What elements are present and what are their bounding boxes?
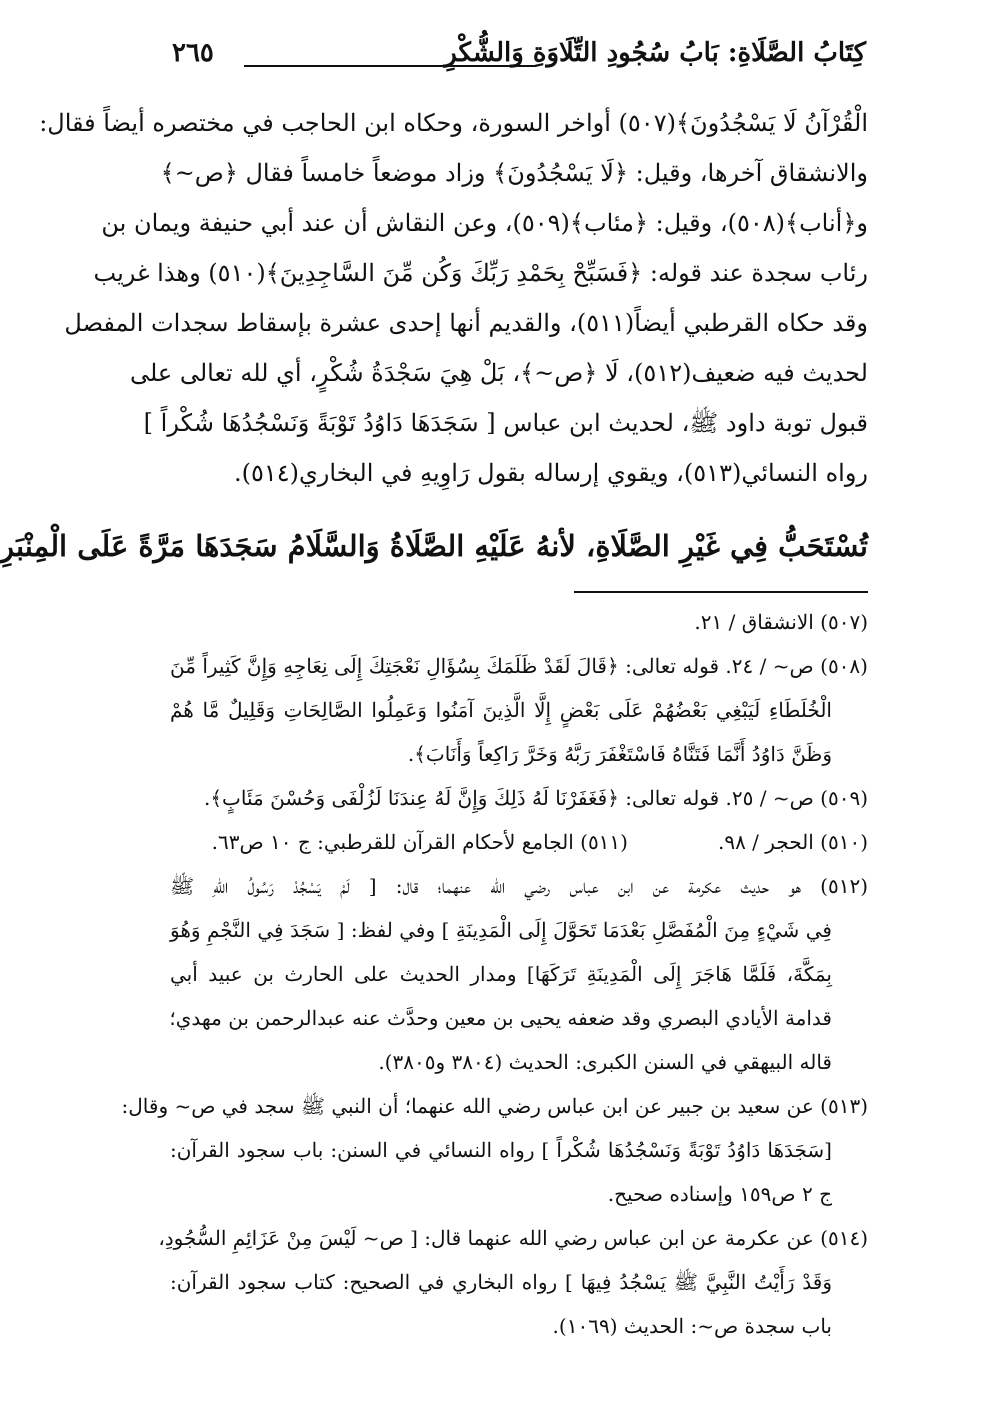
footnote-510-511-row xyxy=(170,820,868,864)
page-number: ٢٦٥ xyxy=(172,38,214,68)
footnotes xyxy=(121,600,868,1348)
body-line: لحديث فيه ضعيف(٥١٢)، لَا ﴿ص~﴾، بَلْ هِيَ سَجْدَةُ شُكْرٍ، أي لله تعالى على xyxy=(129,359,868,387)
header-rule xyxy=(244,65,536,67)
body-line: وقد حكاه القرطبي أيضاً(٥١١)، والقديم أنها إحدى عشرة بإسقاط سجدات المفصل xyxy=(64,309,868,337)
footnote-512-line: (٥١٢) هو حديث عكرمة عن ابن عباس رضي الله عنهما؛ قال: [ لَمْ يَسْجُدْ رَسُولُ اللهِ ﷺ xyxy=(170,874,868,898)
footnote-512-line: بِمَكَّةَ، فَلَمَّا هَاجَرَ إِلَى الْمَدِينَةِ تَرَكَهَا] ومدار الحديث على الحارث بن عبيد أبي xyxy=(170,962,832,986)
footnote-514-line: باب سجدة ص~: الحديث (١٠٦٩). xyxy=(552,1314,832,1338)
footnote-507: (٥٠٧) الانشقاق / ٢١. xyxy=(694,610,868,634)
body-line: رئاب سجدة عند قوله: ﴿فَسَبِّحْ بِحَمْدِ رَبِّكَ وَكُن مِّنَ السَّاجِدِينَ﴾(٥١٠) وهذا غريب xyxy=(93,259,868,287)
footnote-513-line: ج ٢ ص١٥٩ وإسناده صحيح. xyxy=(607,1182,832,1206)
footnote-512-line: فِي شَيْءٍ مِنَ الْمُفَصَّلِ بَعْدَمَا تَحَوَّلَ إِلَى الْمَدِينَةِ ] وفي لفظ: [ سَجَدَ فِي النَّجْمِ وَهُوَ xyxy=(170,918,832,942)
footnote-509: (٥٠٩) ص~ / ٢٥. قوله تعالى: ﴿فَغَفَرْنَا لَهُ ذَلِكَ وَإِنَّ لَهُ عِندَنَا لَزُلْفَى وَحُسْنَ مَئَابٍ﴾. xyxy=(203,786,868,810)
body-line: والانشقاق آخرها، وقيل: ﴿لَا يَسْجُدُونَ﴾ وزاد موضعاً خامساً فقال ﴿ص~﴾ xyxy=(160,159,868,187)
footnote-511: (٥١١) الجامع لأحكام القرآن للقرطبي: ج ١٠ ص٦٣. xyxy=(211,830,628,854)
footnote-508-line: الْخُلَطَاءِ لَيَبْغِي بَعْضُهُمْ عَلَى بَعْضٍ إِلَّا الَّذِينَ آمَنُوا وَعَمِلُوا الصَّالِحَاتِ وَقَلِيلٌ مَّا هُمْ xyxy=(170,698,832,722)
footnote-513-line: (٥١٣) عن سعيد بن جبير عن ابن عباس رضي الله عنهما؛ أن النبي ﷺ سجد في ص~ وقال: xyxy=(121,1094,868,1118)
chapter-title: كِتَابُ الصَّلَاةِ: بَابُ سُجُودِ التِّلَاوَةِ وَالشُّكْرِ xyxy=(444,38,866,68)
body-line: قبول توبة داود ﷺ، لحديث ابن عباس [ سَجَدَهَا دَاوُدُ تَوْبَةً وَنَسْجُدُهَا شُكْراً ] xyxy=(143,409,868,437)
footnote-508-line: (٥٠٨) ص~ / ٢٤. قوله تعالى: ﴿قَالَ لَقَدْ ظَلَمَكَ بِسُؤَالِ نَعْجَتِكَ إِلَى نِعَاجِهِ وَإِنَّ كَثِيراً مِّنَ xyxy=(170,654,868,678)
body-line: و﴿أناب﴾(٥٠٨)، وقيل: ﴿مئاب﴾(٥٠٩)، وعن النقاش أن عند أبي حنيفة ويمان بن xyxy=(101,209,868,237)
section-heading-line: تُسْتَحَبُّ فِي غَيْرِ الصَّلَاةِ، لأنهُ عَلَيْهِ الصَّلَاةُ وَالسَّلَامُ سَجَدَهَا مَرَّةً عَلَى الْمِنْبَرِ xyxy=(0,529,868,563)
body-line: الْقُرْآنُ لَا يَسْجُدُونَ﴾(٥٠٧) أواخر السورة، وحكاه ابن الحاجب في مختصره أيضاً فقال: xyxy=(39,109,868,137)
running-header xyxy=(172,38,866,78)
footnote-divider xyxy=(574,591,868,593)
footnote-510: (٥١٠) الحجر / ٩٨. xyxy=(717,830,868,854)
footnote-513-line: [سَجَدَهَا دَاوُدُ تَوْبَةً وَنَسْجُدُهَا شُكْراً ] رواه النسائي في السنن: باب سجود القرآن: xyxy=(170,1138,832,1162)
main-text xyxy=(39,98,868,498)
footnote-512-line: قدامة الأيادي البصري وقد ضعفه يحيى بن معين وحدَّث عنه عبدالرحمن بن مهدي؛ xyxy=(169,1006,832,1030)
footnote-508-line: وَظَنَّ دَاوُدُ أَنَّمَا فَتَنَّاهُ فَاسْتَغْفَرَ رَبَّهُ وَخَرَّ رَاكِعاً وَأَنَابَ﴾. xyxy=(407,742,832,766)
body-line: رواه النسائي(٥١٣)، ويقوي إرساله بقول رَاوِيهِ في البخاري(٥١٤). xyxy=(233,459,868,487)
footnote-514-line: (٥١٤) عن عكرمة عن ابن عباس رضي الله عنهما قال: [ ص~ لَيْسَ مِنْ عَزَائِمِ السُّجُودِ، xyxy=(158,1226,868,1250)
footnote-514-line: وَقَدْ رَأَيْتُ النَّبِيَّ ﷺ يَسْجُدُ فِيهَا ] رواه البخاري في الصحيح: كتاب سجود القرآن: xyxy=(170,1270,833,1294)
footnote-512-line: قاله البيهقي في السنن الكبرى: الحديث (٣٨٠٤ و٣٨٠٥). xyxy=(378,1050,832,1074)
